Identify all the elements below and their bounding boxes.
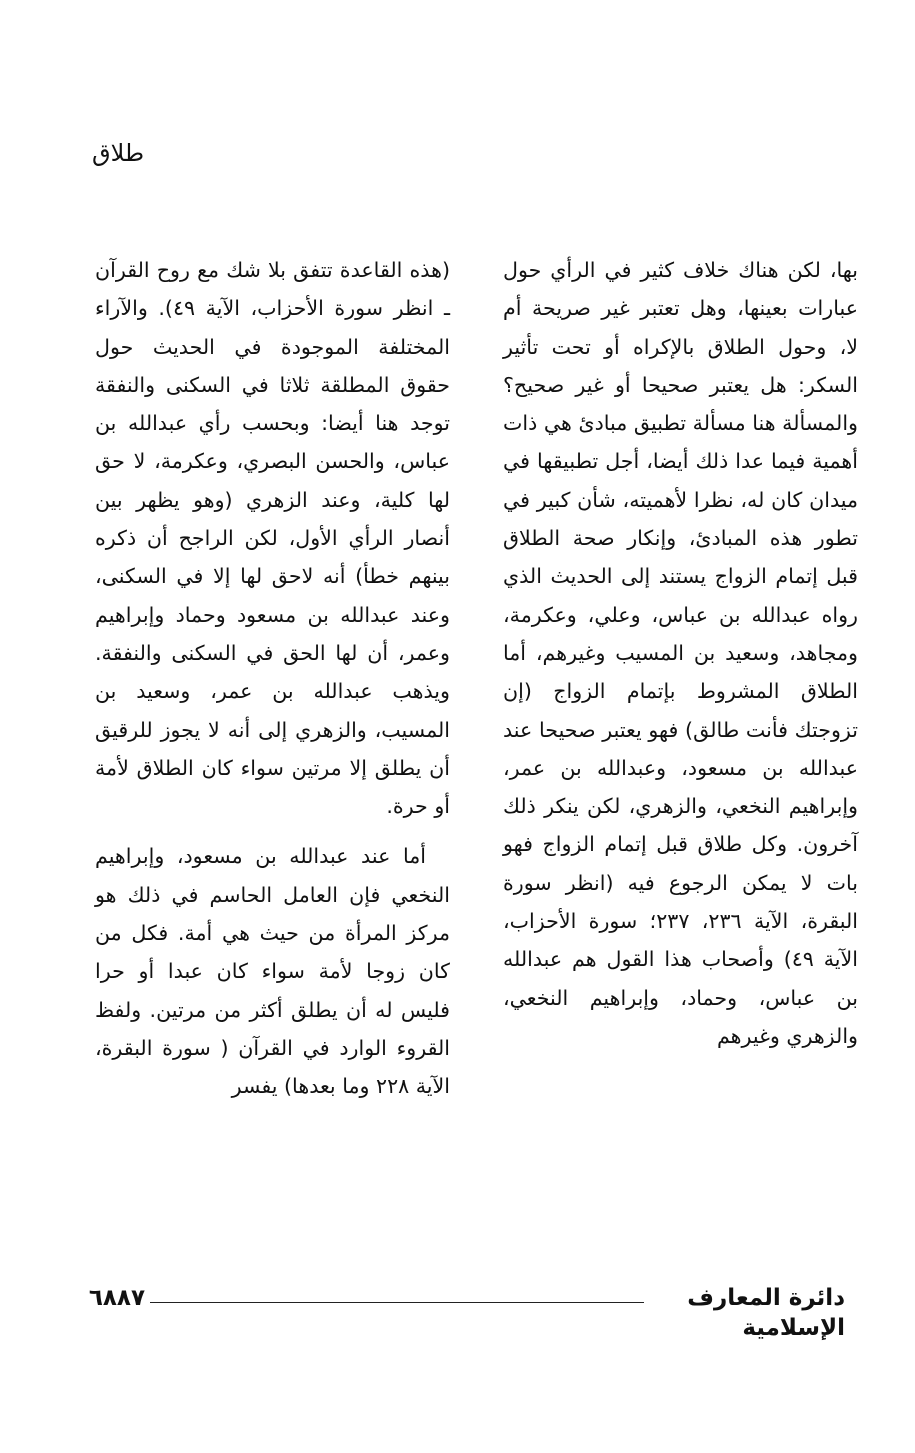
encyclopedia-title: دائرة المعارف الإسلامية bbox=[687, 1285, 845, 1341]
right-text-column bbox=[503, 251, 858, 1055]
left-text-column bbox=[95, 251, 450, 1106]
page-number: ٦٨٨٧ bbox=[88, 1285, 145, 1311]
right-column-paragraph-1: بها، لكن هناك خلاف كثير في الرأي حول عبارات بعينها، وهل تعتبر غير صريحة أم لا، وحول الطلاق بالإكراه أو تحت تأثير السكر: هل يعتبر صحيحا أو غير صحيح؟ والمسألة هنا مسألة تطبيق مبادئ هي ذات أهمية فيما عدا ذلك أيضا، أجل تطبيقها في ميدان كان له، نظرا لأهميته، شأن كبير في تطور هذه المبادئ، وإنكار صحة الطلاق قبل إتمام الزواج يستند إلى الحديث الذي رواه عبدالله بن عباس، وعلي، وعكرمة، ومجاهد، وسعيد بن المسيب وغيرهم، أما الطلاق المشروط بإتمام الزواج (إن تزوجتك فأنت طالق) فهو يعتبر صحيحا عند عبدالله بن مسعود، وعبدالله بن عمر، وإبراهيم النخعي، والزهري، لكن ينكر ذلك آخرون. وكل طلاق قبل إتمام الزواج فهو بات لا يمكن الرجوع فيه (انظر سورة البقرة، الآية ٢٣٦، ٢٣٧؛ سورة الأحزاب، الآية ٤٩) وأصحاب هذا القول هم عبدالله بن عباس، وحماد، وإبراهيم النخعي، والزهري وغيرهم bbox=[503, 258, 858, 1048]
running-head-title: طلاق bbox=[92, 139, 145, 167]
left-column-paragraph-2: أما عند عبدالله بن مسعود، وإبراهيم النخعي فإن العامل الحاسم في ذلك هو مركز المرأة من حيث هي أمة. فكل من كان زوجا لأمة سواء كان عبدا أو حرا فليس له أن يطلق أكثر من مرتين. ولفظ القروء الوارد في القرآن ( سورة البقرة، الآية ٢٢٨ وما بعدها) يفسر bbox=[95, 844, 450, 1099]
left-column-paragraph-1: (هذه القاعدة تتفق بلا شك مع روح القرآن ـ انظر سورة الأحزاب، الآية ٤٩). والآراء المختلفة الموجودة في الحديث حول حقوق المطلقة ثلاثا في السكنى والنفقة توجد هنا أيضا: وبحسب رأي عبدالله بن عباس، والحسن البصري، وعكرمة، لا حق لها كلية، وعند الزهري (وهو يظهر بين أنصار الرأي الأول، لكن الراجح أن ذكره بينهم خطأ) أنه لاحق لها إلا في السكنى، وعند عبدالله بن مسعود وحماد وإبراهيم وعمر، أن لها الحق في السكنى والنفقة. ويذهب عبدالله بن عمر، وسعيد بن المسيب، والزهري إلى أنه لا يجوز للرقيق أن يطلق إلا مرتين سواء كان الطلاق لأمة أو حرة. bbox=[95, 258, 451, 819]
footer-rule bbox=[150, 1302, 644, 1303]
